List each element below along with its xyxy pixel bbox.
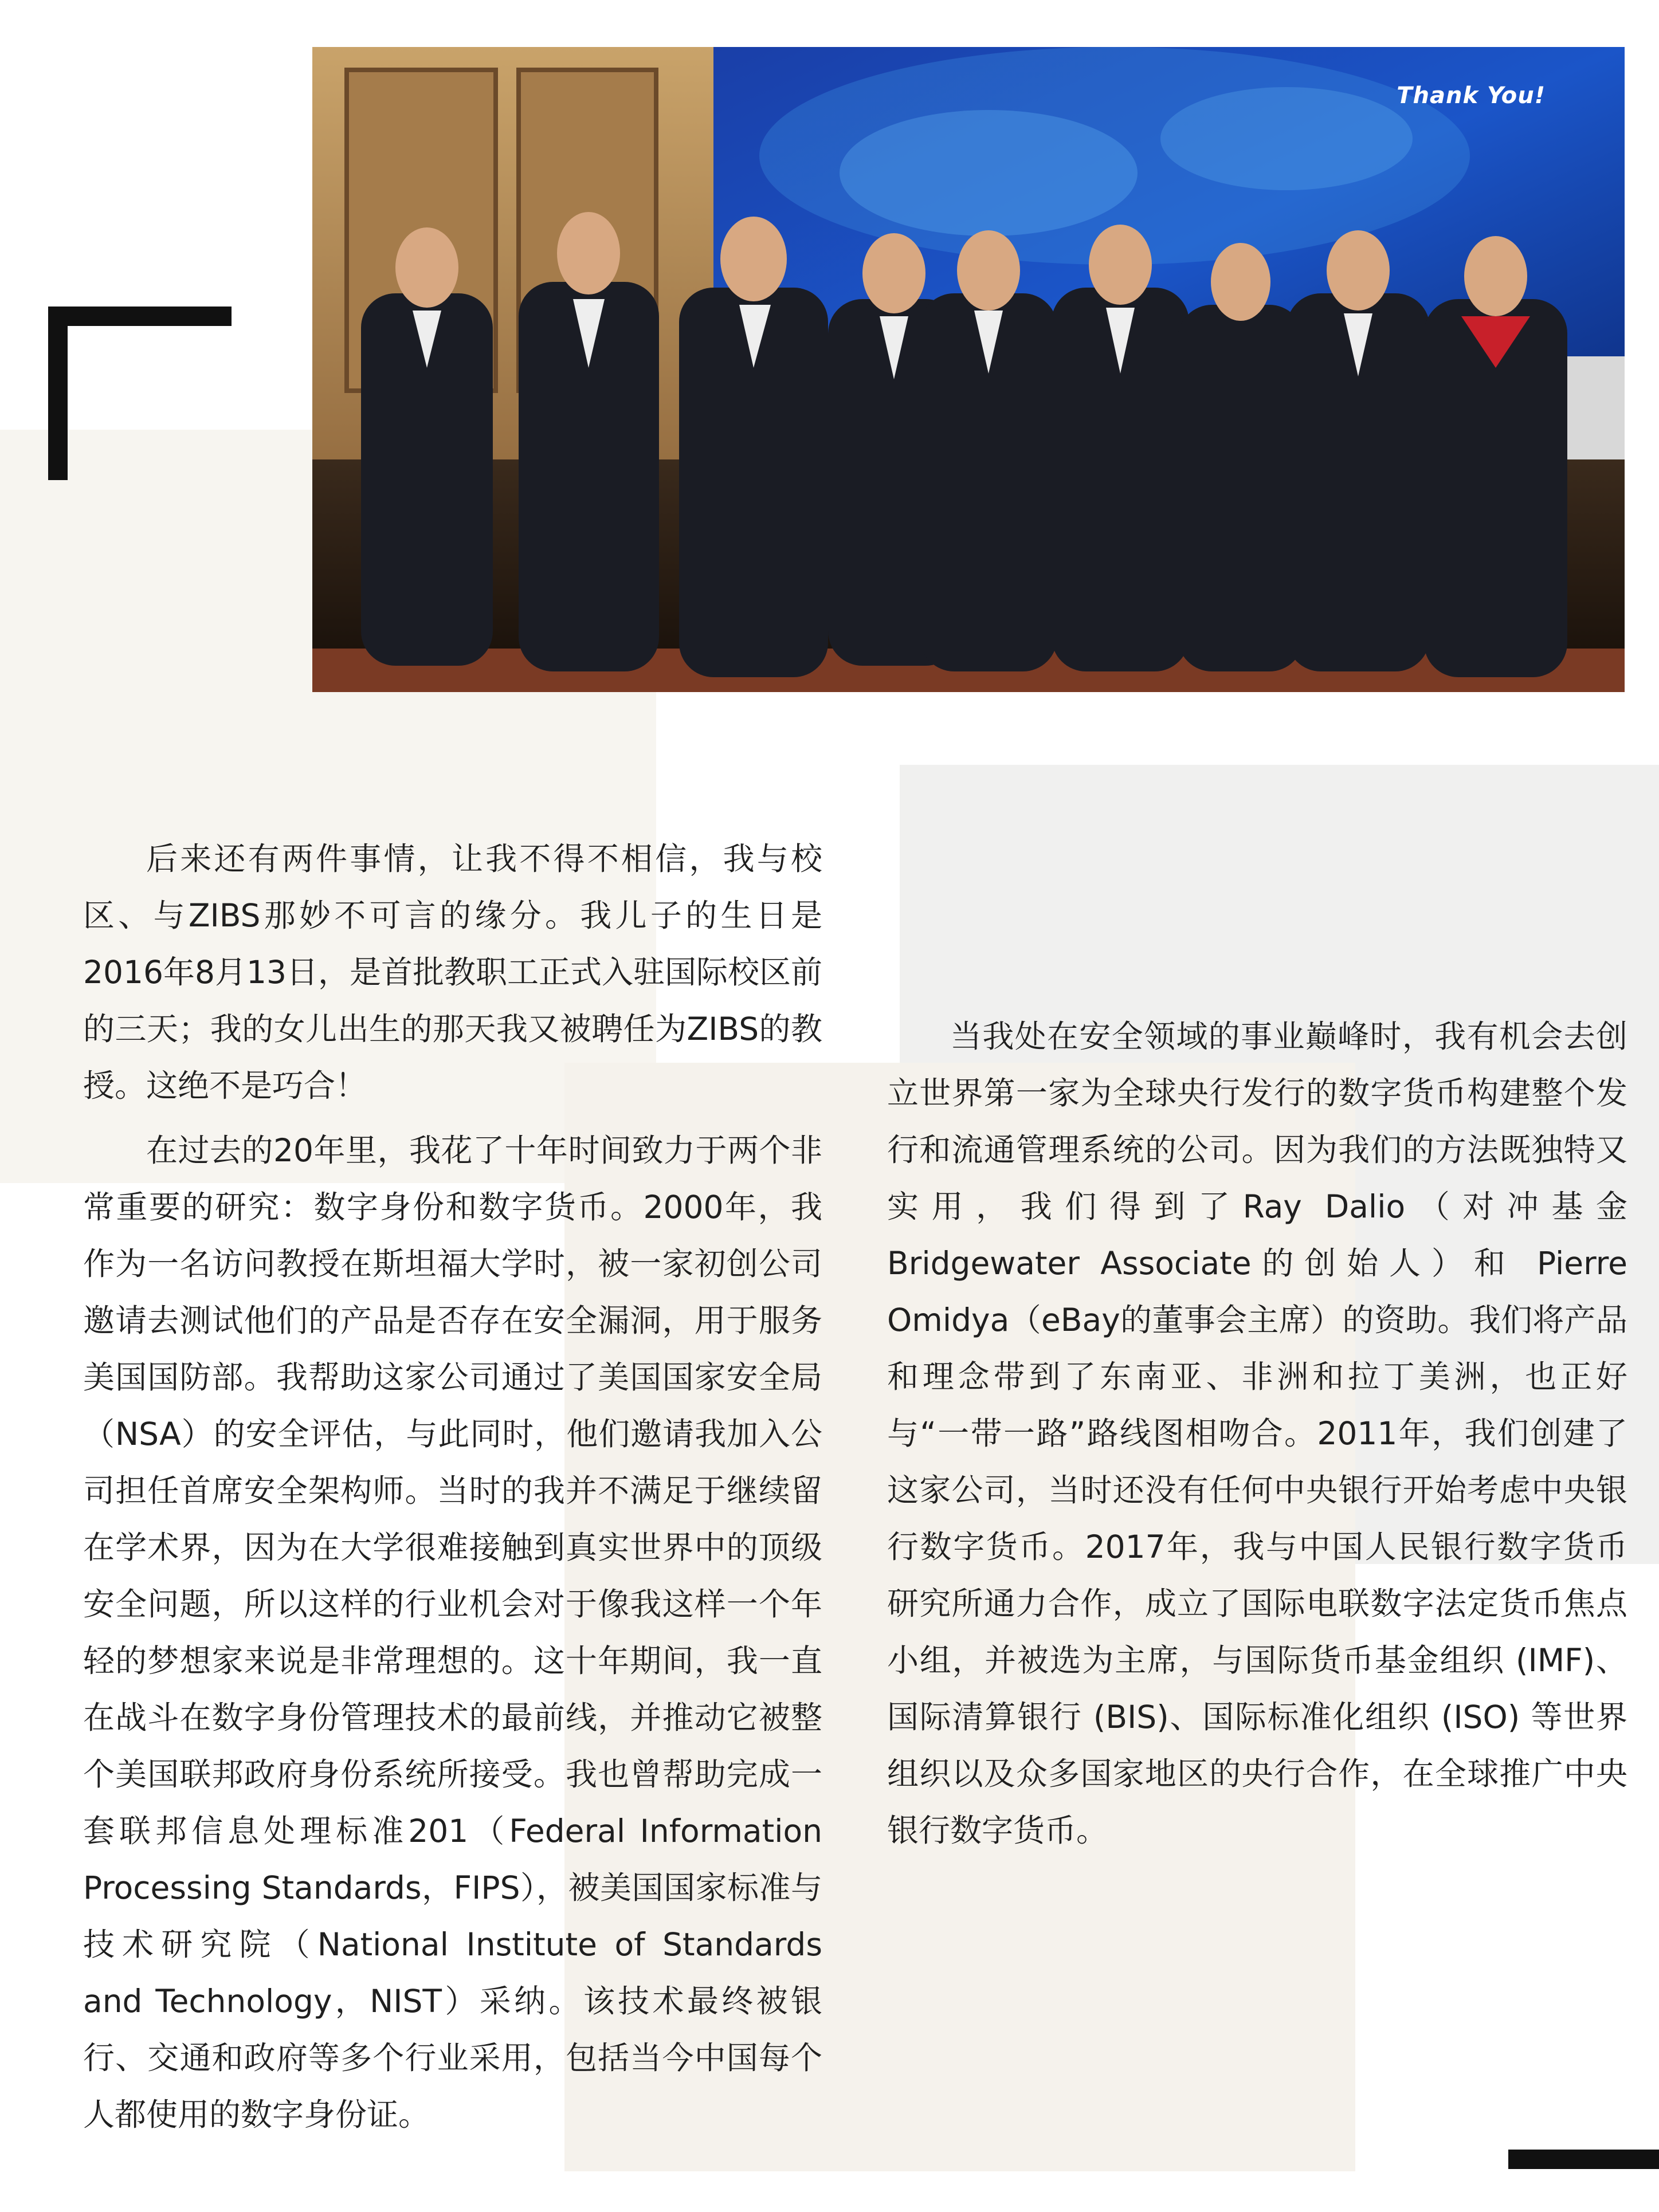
paragraph: 当我处在安全领域的事业巅峰时，我有机会去创立世界第一家为全球央行发行的数字货币构建整个发行和流通管理系统的公司。因为我们的方法既独特又实用，我们得到了Ray Dalio（对冲基金Bridgewater Associate的创始人）和 Pierre Omidya（eBay的董事会主席）的资助。我们将产品和理念带到了东南亚、非洲和拉丁美洲，也正好与“一带一路”路线图相吻合。2011年，我们创建了这家公司，当时还没有任何中央银行开始考虑中央银行数字货币。2017年，我与中国人民银行数字货币研究所通力合作，成立了国际电联数字法定货币焦点小组，并被选为主席，与国际货币基金组织 (IMF)、国际清算银行 (BIS)、国际标准化组织 (ISO) 等世界组织以及众多国家地区的央行合作，在全球推广中央银行数字货币。	[887, 1018, 1627, 1849]
paragraph: 在过去的20年里，我花了十年时间致力于两个非常重要的研究：数字身份和数字货币。2000年，我作为一名访问教授在斯坦福大学时，被一家初创公司邀请去测试他们的产品是否存在安全漏洞，用于服务美国国防部。我帮助这家公司通过了美国国家安全局（NSA）的安全评估，与此同时，他们邀请我加入公司担任首席安全架构师。当时的我并不满足于继续留在学术界，因为在大学很难接触到真实世界中的顶级安全问题，所以这样的行业机会对于像我这样一个年轻的梦想家来说是非常理想的。这十年期间，我一直在战斗在数字身份管理技术的最前线，并推动它被整个美国联邦政府身份系统所接受。我也曾帮助完成一套联邦信息处理标准201（Federal Information Processing Standards，FIPS），被美国国家标准与技术研究院（National Institute of Standards and Technology，NIST）采纳。该技术最终被银行、交通和政府等多个行业采用，包括当今中国每个人都使用的数字身份证。	[83, 1132, 822, 2133]
corner-bracket-decoration	[48, 307, 232, 326]
group-photo	[312, 47, 1625, 692]
photo-caption: Thank You!	[1397, 82, 1546, 109]
end-bar-decoration	[1508, 2150, 1659, 2169]
corner-bracket-decoration-vertical	[48, 307, 68, 480]
article-column-right	[887, 1008, 1627, 1867]
paragraph: 后来还有两件事情，让我不得不相信，我与校区、与ZIBS那妙不可言的缘分。我儿子的生日是2016年8月13日，是首批教职工正式入驻国际校区前的三天；我的女儿出生的那天我又被聘任为ZIBS的教授。这绝不是巧合！	[83, 840, 822, 1104]
article-column-left	[83, 831, 822, 2151]
